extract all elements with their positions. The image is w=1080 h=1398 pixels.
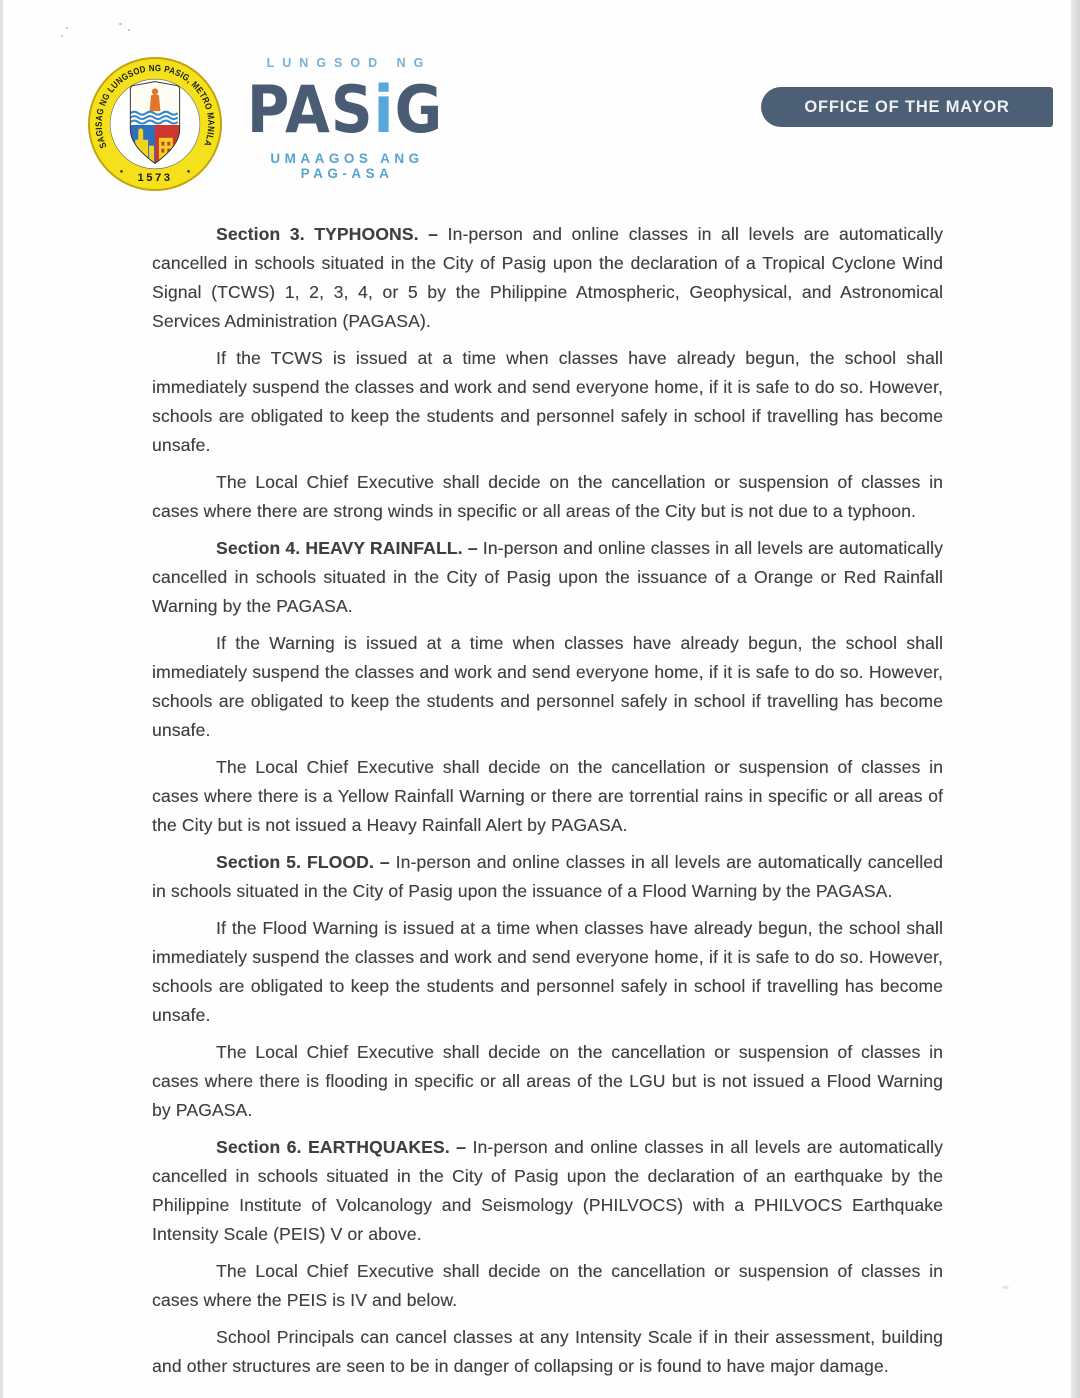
scan-speck: [61, 35, 63, 37]
paragraph: [152, 1257, 943, 1315]
section-6-paragraph: [152, 1133, 943, 1249]
section-4-heading: Section 4. HEAVY RAINFALL. –: [216, 538, 478, 558]
paragraph-text: The Local Chief Executive shall decide on the cancellation or suspension of classes in cases where there are strong winds in specific or all areas of the City but is not due to a typhoon.: [152, 472, 943, 521]
seal-dot: [120, 170, 123, 173]
logo-top-line: LUNGSOD NG: [266, 56, 432, 70]
paragraph-text: School Principals can cancel classes at any Intensity Scale if in their assessment, building and other structures are seen to be in danger of collapsing or is found to have major damage.: [152, 1327, 943, 1376]
paragraph-text: In-person and online classes in all levels are automatically cancelled in schools situated in the City of Pasig upon the issuance of a Orange or Red Rainfall Warning by the PAGASA.: [152, 538, 943, 616]
seal-year: 1573: [137, 172, 173, 185]
scan-edge-right: [1071, 0, 1080, 1398]
paragraph-text: The Local Chief Executive shall decide on the cancellation or suspension of classes in cases where the PEIS is IV and below.: [152, 1261, 943, 1310]
paragraph: [152, 1323, 943, 1381]
pasig-wordmark: [238, 71, 452, 148]
paragraph-text: If the TCWS is issued at a time when classes have already begun, the school shall immediately suspend the classes and work and send everyone home, if it is safe to do so. However, schools are obligated to keep the students and personnel safely in school if travelling has become unsafe.: [152, 348, 943, 455]
wordmark-i: i: [373, 71, 395, 148]
paragraph: [152, 914, 943, 1030]
section-5-heading: Section 5. FLOOD. –: [216, 852, 390, 872]
paragraph: [152, 344, 943, 460]
paragraph: [152, 629, 943, 745]
seal-ring-text: SAGISAG NG LUNGSOD NG PASIG, METRO MANILA: [93, 62, 217, 150]
logo-tagline: UMAAGOS ANG PAG-ASA: [270, 151, 424, 181]
paragraph-text: The Local Chief Executive shall decide on the cancellation or suspension of classes in cases where there is a Yellow Rainfall Warning or there are torrential rains in specific or all areas of the City but is not issued a Heavy Rainfall Alert by PAGASA.: [152, 757, 943, 835]
paragraph-text: If the Warning is issued at a time when classes have already begun, the school shall immediately suspend the classes and work and send everyone home, if it is safe to do so. However, schools are obligated to keep the students and personnel safely in school if travelling has become unsafe.: [152, 633, 943, 740]
paragraph-text: In-person and online classes in all levels are automatically cancelled in schools situated in the City of Pasig upon the issuance of a Flood Warning by the PAGASA.: [152, 852, 944, 901]
section-3-paragraph: [152, 220, 943, 336]
scan-speck: [119, 23, 122, 25]
wordmark-pas: PAS: [246, 71, 374, 148]
scan-speck: [66, 27, 68, 29]
paragraph-text: If the Flood Warning is issued at a time when classes have already begun, the school shall immediately suspend the classes and work and send everyone home, if it is safe to do so. However, schools are obligated to keep the students and personnel safely in school if travelling has become unsafe.: [152, 918, 943, 1025]
section-5-paragraph: [152, 848, 943, 906]
pasig-city-seal: [86, 55, 224, 193]
section-3-heading: Section 3. TYPHOONS. –: [216, 224, 439, 244]
office-of-the-mayor-badge: [761, 87, 1053, 127]
wordmark-g: G: [394, 71, 444, 148]
section-6-heading: Section 6. EARTHQUAKES. –: [216, 1137, 467, 1157]
paragraph: [152, 753, 943, 840]
scan-edge-left: [0, 0, 3, 1398]
office-badge-label: OFFICE OF THE MAYOR: [804, 97, 1010, 116]
paragraph: [152, 1038, 943, 1125]
section-4-paragraph: [152, 534, 943, 621]
scan-speck: [128, 29, 130, 31]
seal-dot: [187, 170, 190, 173]
paragraph-text: In-person and online classes in all levels are automatically cancelled in schools situated in the City of Pasig upon the declaration of a Tropical Cyclone Wind Signal (TCWS) 1, 2, 3, 4, or 5 by the Philippine Atmospheric, Geophysical, and Astronomical Services Administration (PAGASA).: [152, 224, 943, 331]
pasig-logo: [238, 56, 452, 181]
paragraph: [152, 468, 943, 526]
document-body: [152, 220, 943, 1389]
paragraph-text: In-person and online classes in all levels are automatically cancelled in schools situated in the City of Pasig upon the declaration of an earthquake by the Philippine Institute of Volcanology and Seismology (PHILVOCS) with a PHILVOCS Earthquake Intensity Scale (PEIS) V or above.: [152, 1137, 943, 1244]
paragraph-text: The Local Chief Executive shall decide on the cancellation or suspension of classes in cases where there is flooding in specific or all areas of the LGU but is not issued a Flood Warning by PAGASA.: [152, 1042, 943, 1120]
scan-speck: [1002, 1286, 1009, 1289]
